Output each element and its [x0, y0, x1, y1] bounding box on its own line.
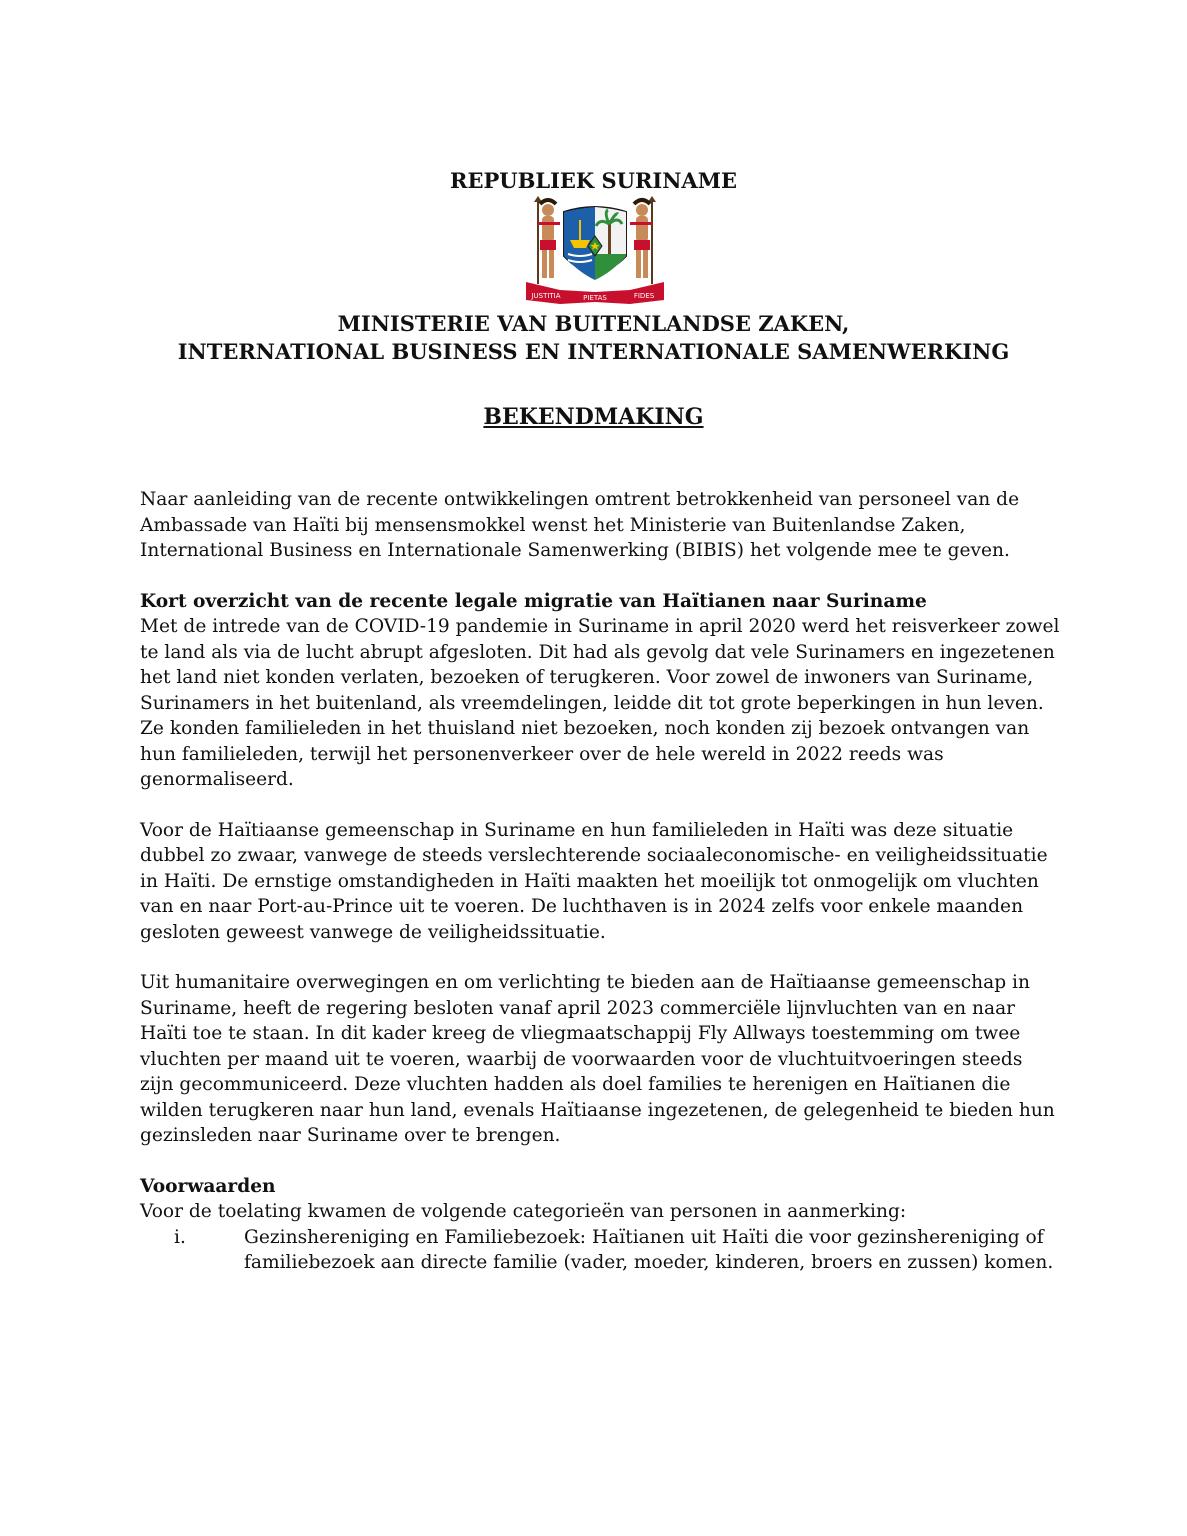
ministry-line-2: INTERNATIONAL BUSINESS EN INTERNATIONALE SAMENWERKING: [177, 339, 1010, 364]
document-body: [140, 487, 1060, 1276]
section-heading-conditions: Voorwaarden: [140, 1175, 276, 1197]
list-item-text: Gezinshereniging en Familiebezoek: Haïtianen uit Haïti die voor gezinshereniging of familiebezoek aan directe familie (vader, moeder, kinderen, broers en zussen) komen.: [244, 1226, 1054, 1273]
motto-center: PIETAS: [583, 294, 607, 302]
ministry-line-1: MINISTERIE VAN BUITENLANDSE ZAKEN,: [337, 311, 850, 336]
ministry-heading: [0, 310, 1187, 366]
list-item: [140, 1225, 1060, 1276]
motto-right: FIDES: [633, 292, 655, 300]
conditions-intro: Voor de toelating kwamen de volgende categorieën van personen in aanmerking:: [140, 1201, 907, 1222]
conditions-list: [140, 1225, 1060, 1276]
intro-paragraph: Naar aanleiding van de recente ontwikkelingen omtrent betrokkenheid van personeel van de Ambassade van Haïti bij mensensmokkel wenst het Ministerie van Buitenlandse Zaken, International Business en Internationale Samenwerking (BIBIS) het volgende mee te geven.: [140, 489, 1020, 561]
overview-paragraph-3: Uit humanitaire overwegingen en om verlichting te bieden aan de Haïtiaanse gemeenschap in Suriname, heeft de regering besloten vanaf april 2023 commerciële lijnvluchten van en naar Haïti toe te staan. In dit kader kreeg de vliegmaatschappij Fly Allways toestemming om twee vluchten per maand uit te voeren, waarbij de voorwaarden voor de vluchtuitvoeringen steeds zijn gecommuniceerd. Deze vluchten hadden als doel families te herenigen en Haïtianen die wilden terugkeren naar hun land, evenals Haïtiaanse ingezetenen, de gelegenheid te bieden hun gezinsleden naar Suriname over te brengen.: [140, 972, 1055, 1146]
motto-left: JUSTITIA: [531, 292, 561, 300]
overview-paragraph-2: Voor de Haïtiaanse gemeenschap in Suriname en hun familieleden in Haïti was deze situatie dubbel zo zwaar, vanwege de steeds verslechterende sociaaleconomische- en veiligheidssituatie in Haïti. De ernstige omstandigheden in Haïti maakten het moeilijk tot onmogelijk om vluchten van en naar Port-au-Prince uit te voeren. De luchthaven is in 2024 zelfs voor enkele maanden gesloten geweest vanwege de veiligheidssituatie.: [140, 819, 1048, 943]
document-title: BEKENDMAKING: [483, 404, 704, 430]
list-numeral: i.: [174, 1226, 186, 1248]
republic-heading: REPUBLIEK SURINAME: [450, 168, 737, 193]
section-heading-overview: Kort overzicht van de recente legale migratie van Haïtianen naar Suriname: [140, 590, 927, 612]
coat-of-arms-icon: [520, 196, 670, 304]
overview-paragraph-1: Met de intrede van de COVID-19 pandemie in Suriname in april 2020 werd het reisverkeer zowel te land als via de lucht abrupt afgesloten. Dit had als gevolg dat vele Surinamers en ingezetenen het land niet konden verlaten, bezoeken of terugkeren. Voor zowel de inwoners van Suriname, Surinamers in het buitenland, als vreemdelingen, leidde dit tot grote beperkingen in hun leven. Ze konden familieleden in het thuisland niet bezoeken, noch konden zij bezoek ontvangen van hun familieleden, terwijl het personenverkeer over de hele wereld in 2022 reeds was genormaliseerd.: [140, 616, 1060, 790]
